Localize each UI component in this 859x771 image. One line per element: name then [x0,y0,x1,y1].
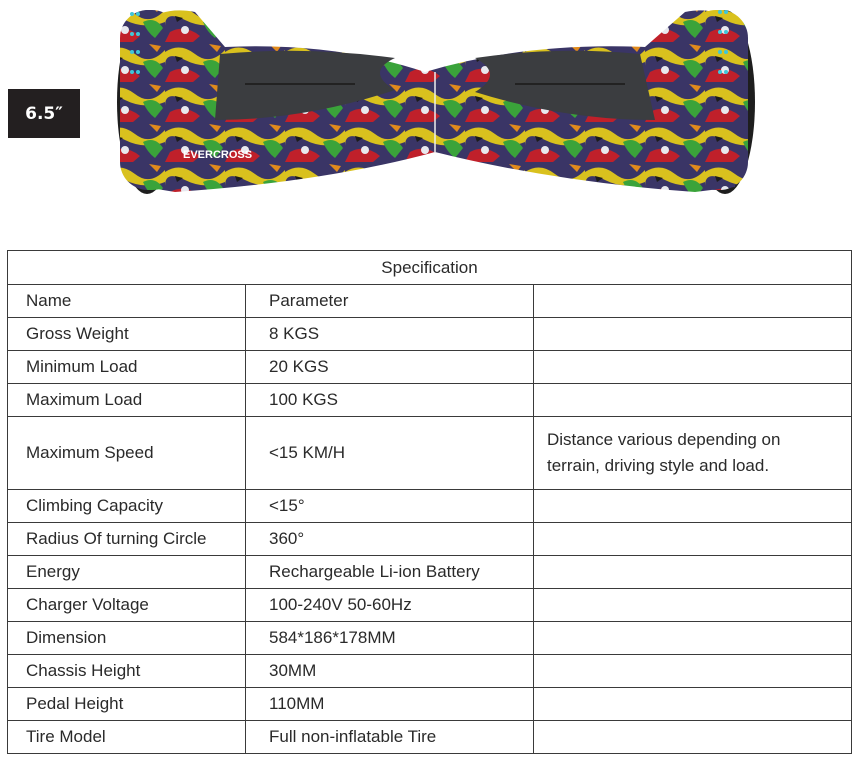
row-parameter: <15 KM/H [246,417,534,490]
note-line-2: terrain, driving style and load. [547,456,770,475]
row-parameter: <15° [246,490,534,523]
table-row [8,384,852,417]
hoverboard-image [105,2,765,202]
row-note [534,384,852,417]
row-parameter: 30MM [246,655,534,688]
wheel-size-badge [8,89,80,138]
table-row [8,490,852,523]
row-note [534,351,852,384]
table-title: Specification [8,251,852,285]
row-parameter: 360° [246,523,534,556]
row-parameter: 584*186*178MM [246,622,534,655]
table-row [8,318,852,351]
row-name: Pedal Height [8,688,246,721]
table-row [8,721,852,754]
header-parameter: Parameter [246,285,534,318]
row-note [534,721,852,754]
row-note [534,655,852,688]
note-line-1: Distance various depending on [547,430,781,449]
row-note [534,589,852,622]
table-header-row [8,285,852,318]
row-parameter: 110MM [246,688,534,721]
row-name: Maximum Load [8,384,246,417]
row-note [534,417,852,490]
row-note [534,622,852,655]
row-name: Dimension [8,622,246,655]
row-parameter: Rechargeable Li-ion Battery [246,556,534,589]
row-parameter: 100-240V 50-60Hz [246,589,534,622]
row-parameter: 8 KGS [246,318,534,351]
table-row [8,351,852,384]
header-name: Name [8,285,246,318]
row-note [534,490,852,523]
row-name: Climbing Capacity [8,490,246,523]
table-row [8,417,852,490]
row-name: Radius Of turning Circle [8,523,246,556]
row-name: Chassis Height [8,655,246,688]
row-note [534,556,852,589]
table-row [8,688,852,721]
table-row [8,589,852,622]
row-note [534,688,852,721]
row-name: Minimum Load [8,351,246,384]
row-parameter: 100 KGS [246,384,534,417]
table-title-row [8,251,852,285]
brand-logo: EVERCROSS [183,149,253,161]
row-name: Charger Voltage [8,589,246,622]
row-note [534,318,852,351]
row-name: Gross Weight [8,318,246,351]
header-note [534,285,852,318]
table-row [8,523,852,556]
table-row [8,655,852,688]
row-note [534,523,852,556]
row-name: Maximum Speed [8,417,246,490]
table-row [8,622,852,655]
wheel-size-label: 6.5″ [25,103,63,124]
specification-table [7,250,852,754]
row-parameter: Full non-inflatable Tire [246,721,534,754]
table-row [8,556,852,589]
row-name: Tire Model [8,721,246,754]
row-parameter: 20 KGS [246,351,534,384]
row-name: Energy [8,556,246,589]
